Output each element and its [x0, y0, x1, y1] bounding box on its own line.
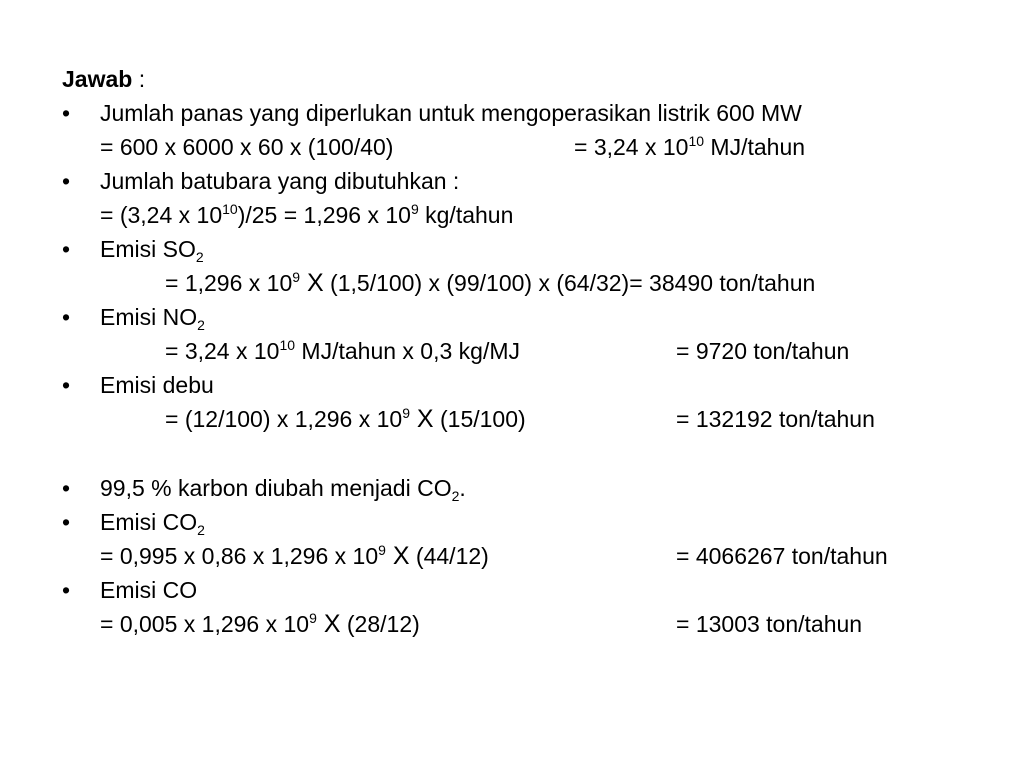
calc-heat-left: = 600 x 6000 x 60 x (100/40) [100, 134, 394, 160]
calc-co-result: = 13003 ton/tahun [676, 611, 863, 637]
calc-co2-left [100, 543, 489, 569]
calc-coal-part-b: )/25 = 1,296 x 10 [237, 202, 411, 228]
calc-dust-times: X [409, 405, 434, 433]
bullet-glyph: • [62, 372, 71, 398]
calc-dust-left [165, 406, 526, 432]
calc-no2-part-a: = 3,24 x 10 [165, 338, 280, 364]
item-carbon-subscript: 2 [451, 488, 460, 504]
item-no2-emission [100, 304, 205, 333]
item-carbon-period: . [459, 475, 466, 501]
item-carbon-label: 99,5 % karbon diubah menjadi CO [100, 475, 452, 501]
calc-co2-part-b: (44/12) [409, 543, 489, 569]
calc-no2-exp: 10 [279, 337, 296, 353]
calc-so2-part-a: = 1,296 x 10 [165, 270, 293, 296]
calc-heat-result-unit: MJ/tahun [704, 134, 806, 160]
bullet-glyph: • [62, 100, 71, 126]
calc-no2-left [165, 338, 520, 364]
calc-heat-result-base: = 3,24 x 10 [574, 134, 689, 160]
answer-heading-colon: : [132, 66, 146, 92]
item-heat-required: Jumlah panas yang diperlukan untuk mengoperasikan listrik 600 MW [100, 100, 802, 126]
bullet-glyph: • [62, 236, 71, 262]
calc-so2-part-b: (1,5/100) x (99/100) x (64/32)= 38490 ton/tahun [323, 270, 816, 296]
item-co2-label: Emisi CO [100, 509, 198, 535]
calc-dust-exp: 9 [402, 405, 410, 421]
item-co-emission: Emisi CO [100, 577, 198, 603]
calc-co-times: X [316, 610, 341, 638]
calc-coal-part-a: = (3,24 x 10 [100, 202, 223, 228]
bullet-glyph: • [62, 475, 71, 501]
item-so2-label: Emisi SO [100, 236, 196, 262]
calc-coal-exp-b: 9 [410, 201, 419, 217]
calc-co-exp: 9 [309, 610, 317, 626]
item-so2-subscript: 2 [195, 249, 204, 265]
calc-co2-times: X [385, 542, 410, 570]
calc-co2-part-a: = 0,995 x 0,86 x 1,296 x 10 [100, 543, 379, 569]
item-co2-subscript: 2 [197, 522, 205, 538]
calc-co-part-b: (28/12) [340, 611, 420, 637]
calc-dust-result: = 132192 ton/tahun [676, 406, 875, 432]
item-coal-needed: Jumlah batubara yang dibutuhkan : [100, 168, 460, 194]
item-dust-emission: Emisi debu [100, 372, 214, 398]
answer-heading [62, 66, 145, 92]
calc-co-part-a: = 0,005 x 1,296 x 10 [100, 611, 310, 637]
calc-coal-exp-a: 10 [222, 201, 238, 217]
calc-so2-exp: 9 [292, 269, 301, 285]
item-so2-emission [100, 236, 204, 265]
calc-heat-result [574, 134, 805, 160]
item-no2-subscript: 2 [197, 317, 205, 333]
calc-dust-part-b: (15/100) [433, 406, 526, 432]
calc-coal-unit: kg/tahun [418, 202, 514, 228]
item-carbon-conversion [100, 475, 466, 504]
calc-no2-part-b: MJ/tahun x 0,3 kg/MJ [295, 338, 521, 364]
calc-heat-result-exp: 10 [688, 133, 705, 149]
bullet-glyph: • [62, 509, 71, 535]
calc-so2-times: X [300, 269, 324, 297]
item-no2-label: Emisi NO [100, 304, 198, 330]
calc-no2-result: = 9720 ton/tahun [676, 338, 850, 364]
bullet-glyph: • [62, 304, 71, 330]
calc-co2-result: = 4066267 ton/tahun [676, 543, 888, 569]
item-co2-emission [100, 509, 205, 538]
bullet-glyph: • [62, 168, 71, 194]
bullet-glyph: • [62, 577, 71, 603]
calc-co-left [100, 611, 420, 637]
calc-so2 [165, 270, 815, 296]
calc-co2-exp: 9 [378, 542, 386, 558]
answer-heading-label: Jawab [62, 66, 133, 92]
calc-dust-part-a: = (12/100) x 1,296 x 10 [165, 406, 403, 432]
calc-coal [100, 202, 513, 228]
